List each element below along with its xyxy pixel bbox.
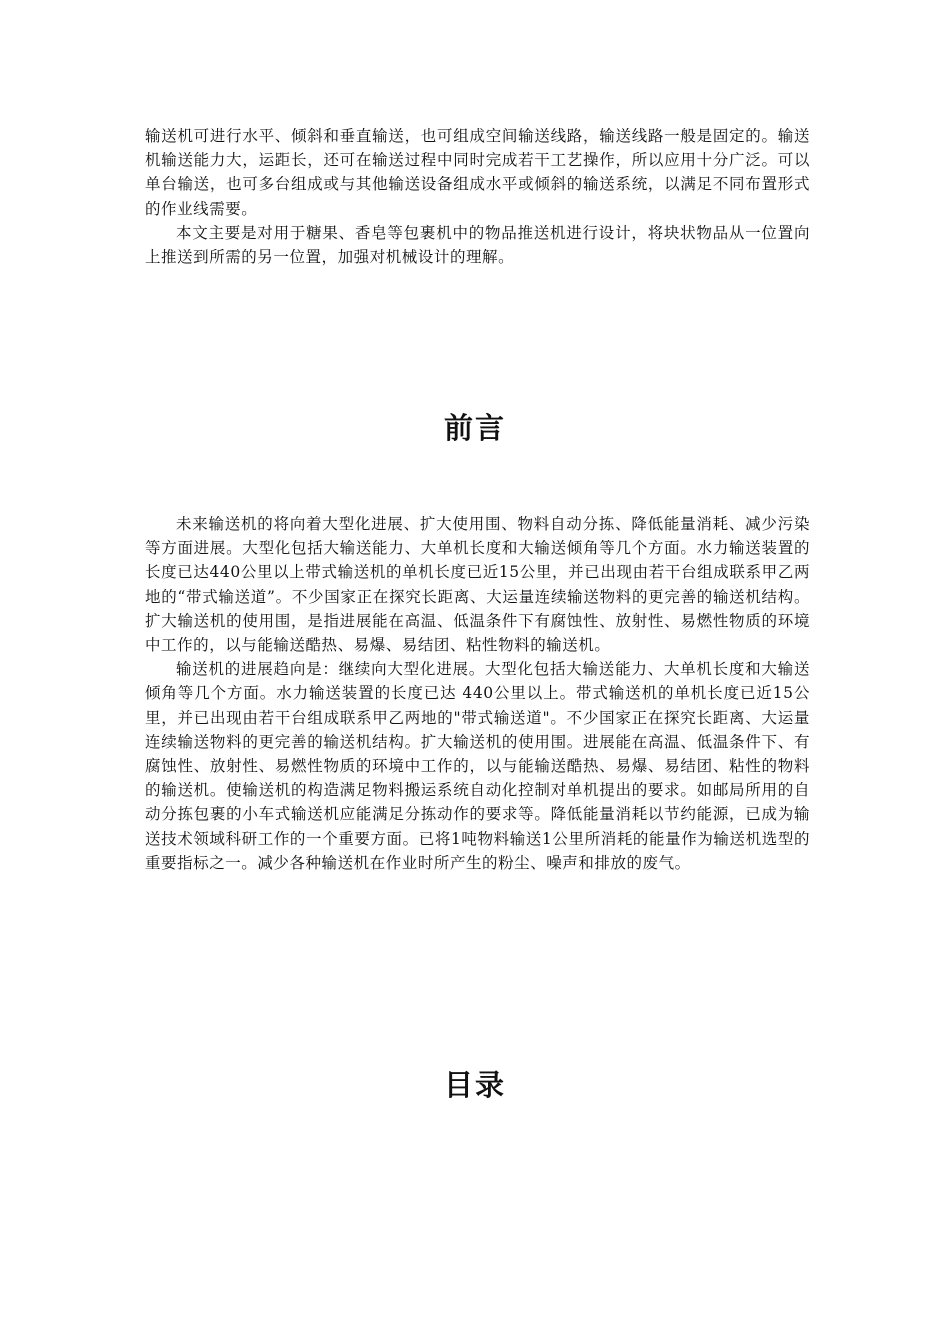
intro-paragraph-2: 本文主要是对用于糖果、香皂等包裹机中的物品推送机进行设计，将块状物品从一位置向上推送到所需的另一位置，加强对机械设计的理解。 — [145, 223, 810, 267]
preface-title: 前言 — [443, 411, 506, 445]
preface-paragraph-1: 未来输送机的将向着大型化进展、扩大使用围、物料自动分拣、降低能量消耗、减少污染等方面进展。大型化包括大输送能力、大单机长度和大输送倾角等几个方面。水力输送装置的长度已达440公里以上带式输送机的单机长度已近15公里，并已出现由若干台组成联系甲乙两地的“带式输送道”。不少国家正在探究长距离、大运量连续输送物料的更完善的输送机结构。扩大输送机的使用围，是指进展能在高温、低温条件下有腐蚀性、放射性、易燃性物质的环境中工作的，以与能输送酷热、易爆、易结团、粘性物料的输送机。 — [145, 515, 810, 655]
toc-title: 目录 — [443, 1068, 506, 1102]
preface-section — [145, 512, 810, 875]
intro-paragraph-1: 输送机可进行水平、倾斜和垂直输送，也可组成空间输送线路，输送线路一般是固定的。输送机输送能力大，运距长，还可在输送过程中同时完成若干工艺操作，所以应用十分广泛。可以单台输送，也可多台组成或与其他输送设备组成水平或倾斜的输送系统，以满足不同布置形式的作业线需要。 — [145, 127, 810, 218]
preface-paragraph-2: 输送机的进展趋向是：继续向大型化进展。大型化包括大输送能力、大单机长度和大输送倾角等几个方面。水力输送装置的长度已达 440公里以上。带式输送机的单机长度已近15公里，并已出现由若干台组成联系甲乙两地的"带式输送道"。不少国家正在探究长距离、大运量连续输送物料的更完善的输送机结构。扩大输送机的使用围。进展能在高温、低温条件下、有腐蚀性、放射性、易燃性物质的环境中工作的，以与能输送酷热、易爆、易结团、粘性的物料的输送机。使输送机的构造满足物料搬运系统自动化控制对单机提出的要求。如邮局所用的自动分拣包裹的小车式输送机应能满足分拣动作的要求等。降低能量消耗以节约能源，已成为输送技术领域科研工作的一个重要方面。已将1吨物料输送1公里所消耗的能量作为输送机选型的重要指标之一。减少各种输送机在作业时所产生的粉尘、噪声和排放的废气。 — [145, 660, 810, 872]
intro-section — [145, 124, 810, 269]
